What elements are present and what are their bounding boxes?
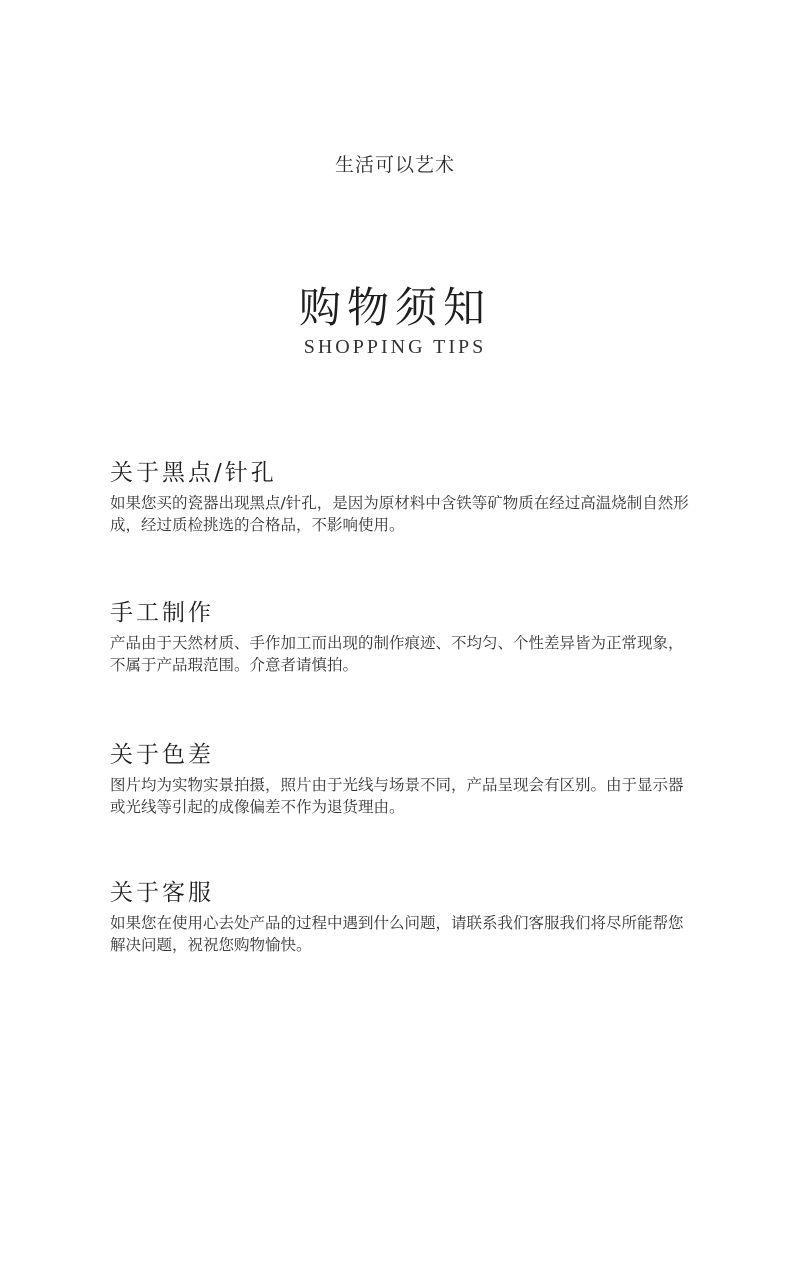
tagline: 生活可以艺术: [334, 154, 455, 176]
section-customer-service: [110, 878, 690, 956]
section-heading: 关于黑点/针孔: [110, 460, 277, 486]
section-body: 图片均为实物实景拍摄，照片由于光线与场景不同，产品呈现会有区别。由于显示器或光线等引起的成像偏差不作为退货理由。: [110, 776, 684, 816]
page-subtitle: SHOPPING TIPS: [303, 336, 487, 358]
section-heading: 手工制作: [110, 600, 214, 626]
section-body: 如果您买的瓷器出现黑点/针孔，是因为原材料中含铁等矿物质在经过高温烧制自然形成，经过质检挑选的合格品，不影响使用。: [110, 494, 689, 534]
page-title: 购物须知: [298, 283, 491, 332]
section-black-spots: [110, 458, 690, 536]
section-color-difference: [110, 740, 690, 818]
page-title-block: [0, 282, 790, 359]
section-heading: 关于色差: [110, 742, 214, 768]
section-heading: 关于客服: [110, 880, 214, 906]
section-body: 如果您在使用心去处产品的过程中遇到什么问题，请联系我们客服我们将尽所能帮您解决问题，祝祝您购物愉快。: [110, 914, 684, 954]
section-handmade: [110, 598, 690, 676]
section-body: 产品由于天然材质、手作加工而出现的制作痕迹、不均匀、个性差异皆为正常现象，不属于产品瑕范围。介意者请慎拍。: [110, 634, 684, 674]
